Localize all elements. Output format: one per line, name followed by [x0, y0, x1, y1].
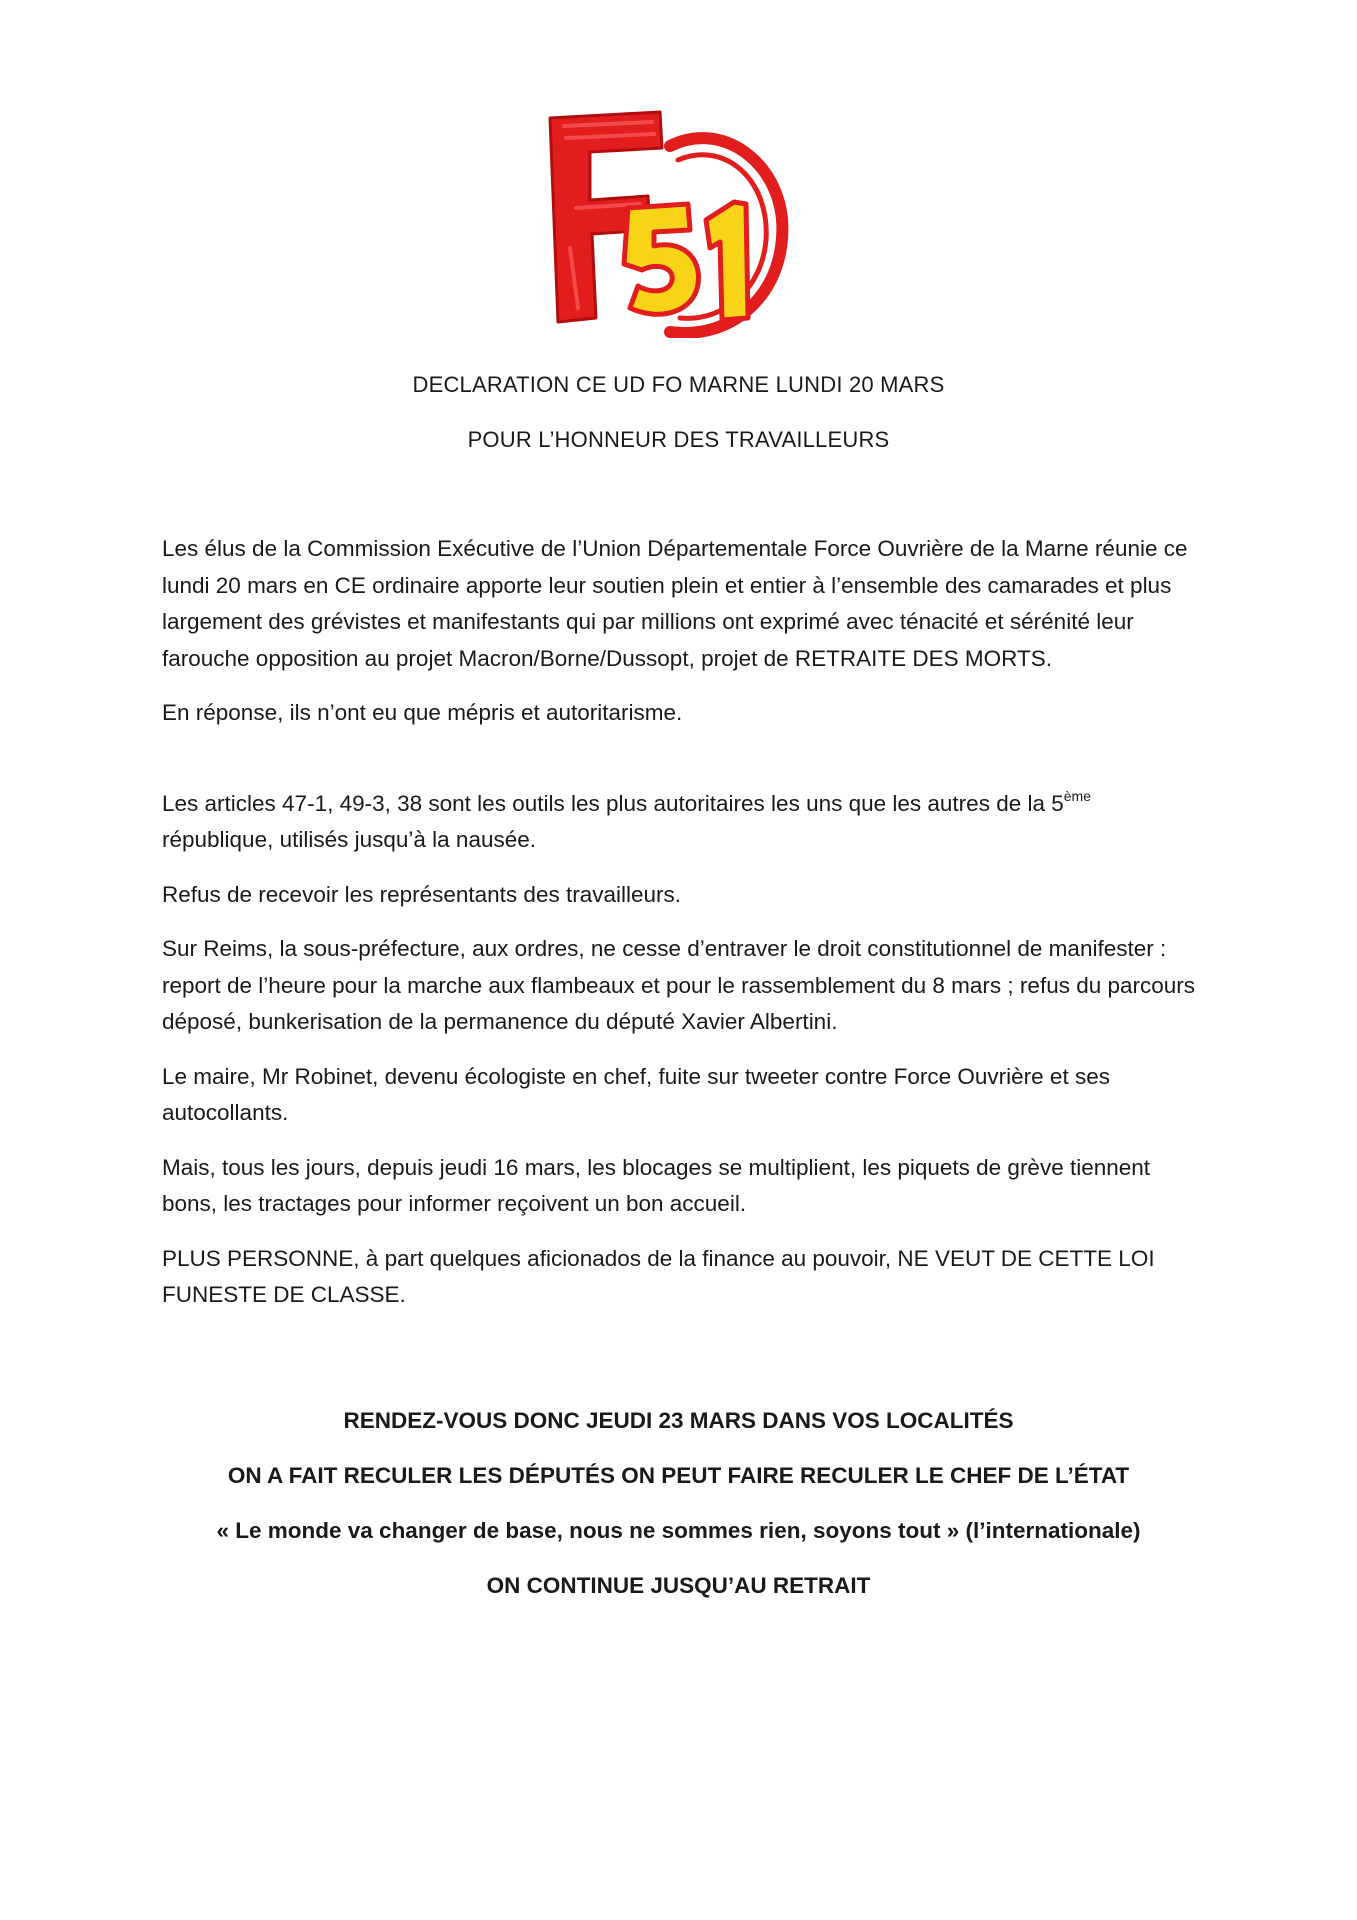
declaration-title: DECLARATION CE UD FO MARNE LUNDI 20 MARS [412, 372, 945, 397]
paragraph-blockades: Mais, tous les jours, depuis jeudi 16 mars, les blocages se multiplient, les piquets de grève tiennent bons, les tractages pour informer reçoivent un bon accueil. [162, 1154, 1151, 1216]
fo51-logo-graphic [520, 108, 800, 338]
closing-rendezvous: RENDEZ-VOUS DONC JEUDI 23 MARS DANS VOS LOCALITÉS [343, 1408, 1014, 1433]
closing-deputies: ON A FAIT RECULER LES DÉPUTÉS ON PEUT FAIRE RECULER LE CHEF DE L’ÉTAT [227, 1463, 1130, 1488]
declaration-subtitle: POUR L’HONNEUR DES TRAVAILLEURS [467, 427, 890, 452]
paragraph-support: Les élus de la Commission Exécutive de l’Union Départementale Force Ouvrière de la Marne réunie ce lundi 20 mars en CE ordinaire apporte leur soutien plein et entier à l’ensemble des camarades et plus largement des grévistes et manifestants qui par millions ont exprimé avec ténacité et sérénité leur farouche opposition au projet Macron/Borne/Dussopt, projet de RETRAITE DES MORTS. [162, 536, 1188, 671]
paragraph-nobody: PLUS PERSONNE, à part quelques aficionados de la finance au pouvoir, NE VEUT DE CETTE LOI FUNESTE DE CLASSE. [162, 1245, 1155, 1307]
superscript-eme: ème [1063, 787, 1091, 804]
paragraph-reims: Sur Reims, la sous-préfecture, aux ordres, ne cesse d’entraver le droit constitutionnel de manifester : report de l’heure pour la marche aux flambeaux et pour le rassemblement du 8 mars ; refus du parcours déposé, bunkerisation de la permanence du député Xavier Albertini. [162, 936, 1196, 1034]
paragraph-refusal: Refus de recevoir les représentants des travailleurs. [162, 881, 681, 907]
paragraph-articles-end: république, utilisés jusqu’à la nausée. [162, 827, 536, 852]
paragraph-mayor: Le maire, Mr Robinet, devenu écologiste en chef, fuite sur tweeter contre Force Ouvrière et ses autocollants. [162, 1063, 1110, 1125]
closing-quote: « Le monde va changer de base, nous ne sommes rien, soyons tout » (l’internationale) [216, 1518, 1141, 1543]
closing-block [0, 1404, 1357, 1624]
paragraph-response: En réponse, ils n’ont eu que mépris et autoritarisme. [162, 700, 683, 725]
closing-continue: ON CONTINUE JUSQU’AU RETRAIT [486, 1573, 871, 1598]
fo51-logo [520, 108, 800, 338]
paragraph-articles-text: Les articles 47-1, 49-3, 38 sont les outils les plus autoritaires les uns que les autres de la 5 [162, 790, 1064, 816]
declaration-body [162, 531, 1207, 1332]
paragraph-articles [162, 786, 1207, 859]
